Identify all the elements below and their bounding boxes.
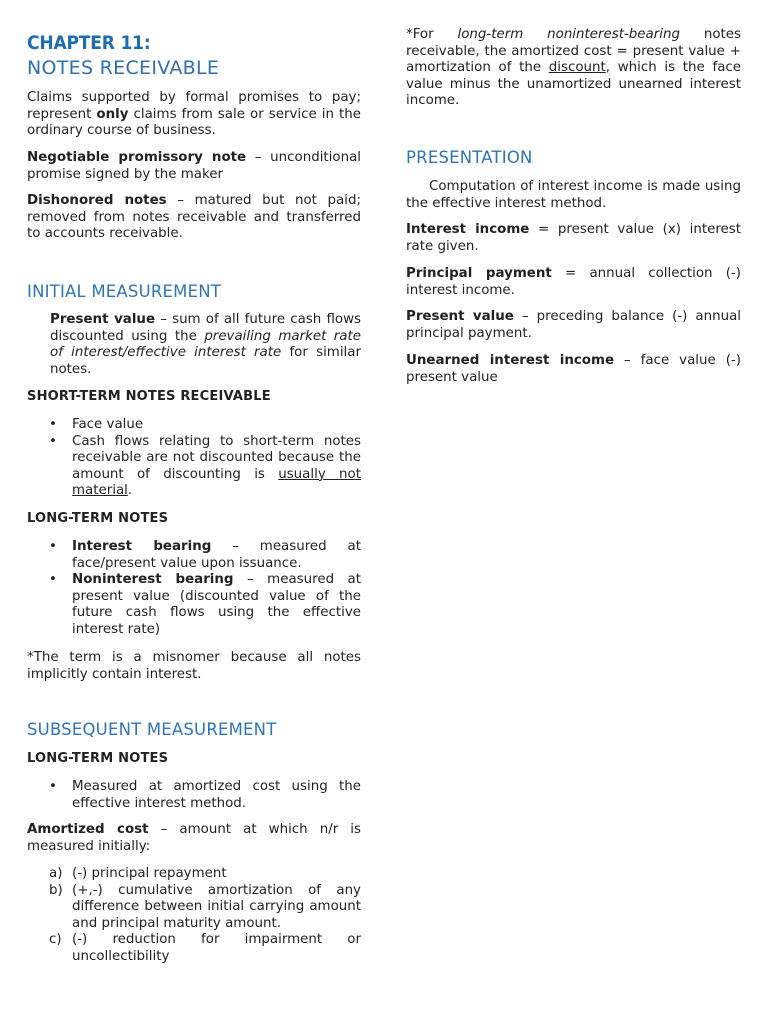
chapter-number: CHAPTER 11:	[27, 32, 151, 54]
principal-payment-formula: Principal payment = annual collection (-) interest income.	[406, 266, 741, 298]
unearned-interest-formula: Unearned interest income – face value (-) present value	[406, 353, 741, 385]
chapter-title: NOTES RECEIVABLE	[27, 57, 220, 79]
list-item: b) (+,-) cumulative amortization of any difference between initial carrying amount and principal maturity amount.	[49, 882, 361, 931]
present-value-formula: Present value – preceding balance (-) annual principal payment.	[406, 309, 742, 341]
short-term-notes-list	[27, 417, 361, 500]
subsequent-measurement-heading: SUBSEQUENT MEASUREMENT	[27, 720, 277, 739]
amortized-cost-definition: Amortized cost – amount at which n/r is measured initially:	[27, 822, 361, 854]
interest-computation-paragraph: Computation of interest income is made using the effective interest method.	[406, 179, 741, 211]
subsequent-long-term-heading: LONG-TERM NOTES	[27, 751, 169, 766]
negotiable-note-definition: Negotiable promissory note – unconditional promise signed by the maker	[27, 150, 361, 182]
intro-claims-paragraph: Claims supported by formal promises to pay; represent only claims from sale or service in the ordinary course of business.	[27, 90, 361, 139]
subsequent-list	[27, 779, 361, 812]
noninterest-bearing-note: *For long-term noninterest-bearing notes receivable, the amortized cost = present value + amortization of the discount, which is the face value minus the unamortized unearned interest income.	[406, 27, 741, 109]
list-item: • Cash flows relating to short-term notes receivable are not discounted because the amount of discounting is usually not material.	[27, 434, 361, 500]
present-value-definition: Present value – sum of all future cash flows discounted using the prevailing market rate of interest/effective interest rate for similar notes.	[50, 312, 361, 377]
presentation-heading: PRESENTATION	[406, 148, 533, 167]
long-term-notes-list	[27, 539, 361, 639]
list-item: a) (-) principal repayment	[49, 866, 227, 881]
initial-measurement-heading: INITIAL MEASUREMENT	[27, 282, 222, 301]
interest-income-formula: Interest income = present value (x) interest rate given.	[406, 222, 741, 254]
list-item: • Noninterest bearing – measured at present value (discounted value of the future cash flows using the effective interest rate)	[27, 572, 361, 638]
list-item: • Interest bearing – measured at face/present value upon issuance.	[27, 539, 361, 572]
list-item: • Measured at amortized cost using the effective interest method.	[27, 779, 361, 812]
misnomer-note: *The term is a misnomer because all notes implicitly contain interest.	[27, 650, 361, 682]
dishonored-notes-definition: Dishonored notes – matured but not paid; removed from notes receivable and transferred to accounts receivable.	[27, 193, 361, 242]
list-item: • Face value	[27, 417, 361, 434]
short-term-notes-heading: SHORT-TERM NOTES RECEIVABLE	[27, 389, 271, 404]
list-item: c) (-) reduction for impairment or uncollectibility	[49, 932, 361, 964]
long-term-notes-heading: LONG-TERM NOTES	[27, 511, 169, 526]
amortized-cost-list	[27, 866, 361, 966]
